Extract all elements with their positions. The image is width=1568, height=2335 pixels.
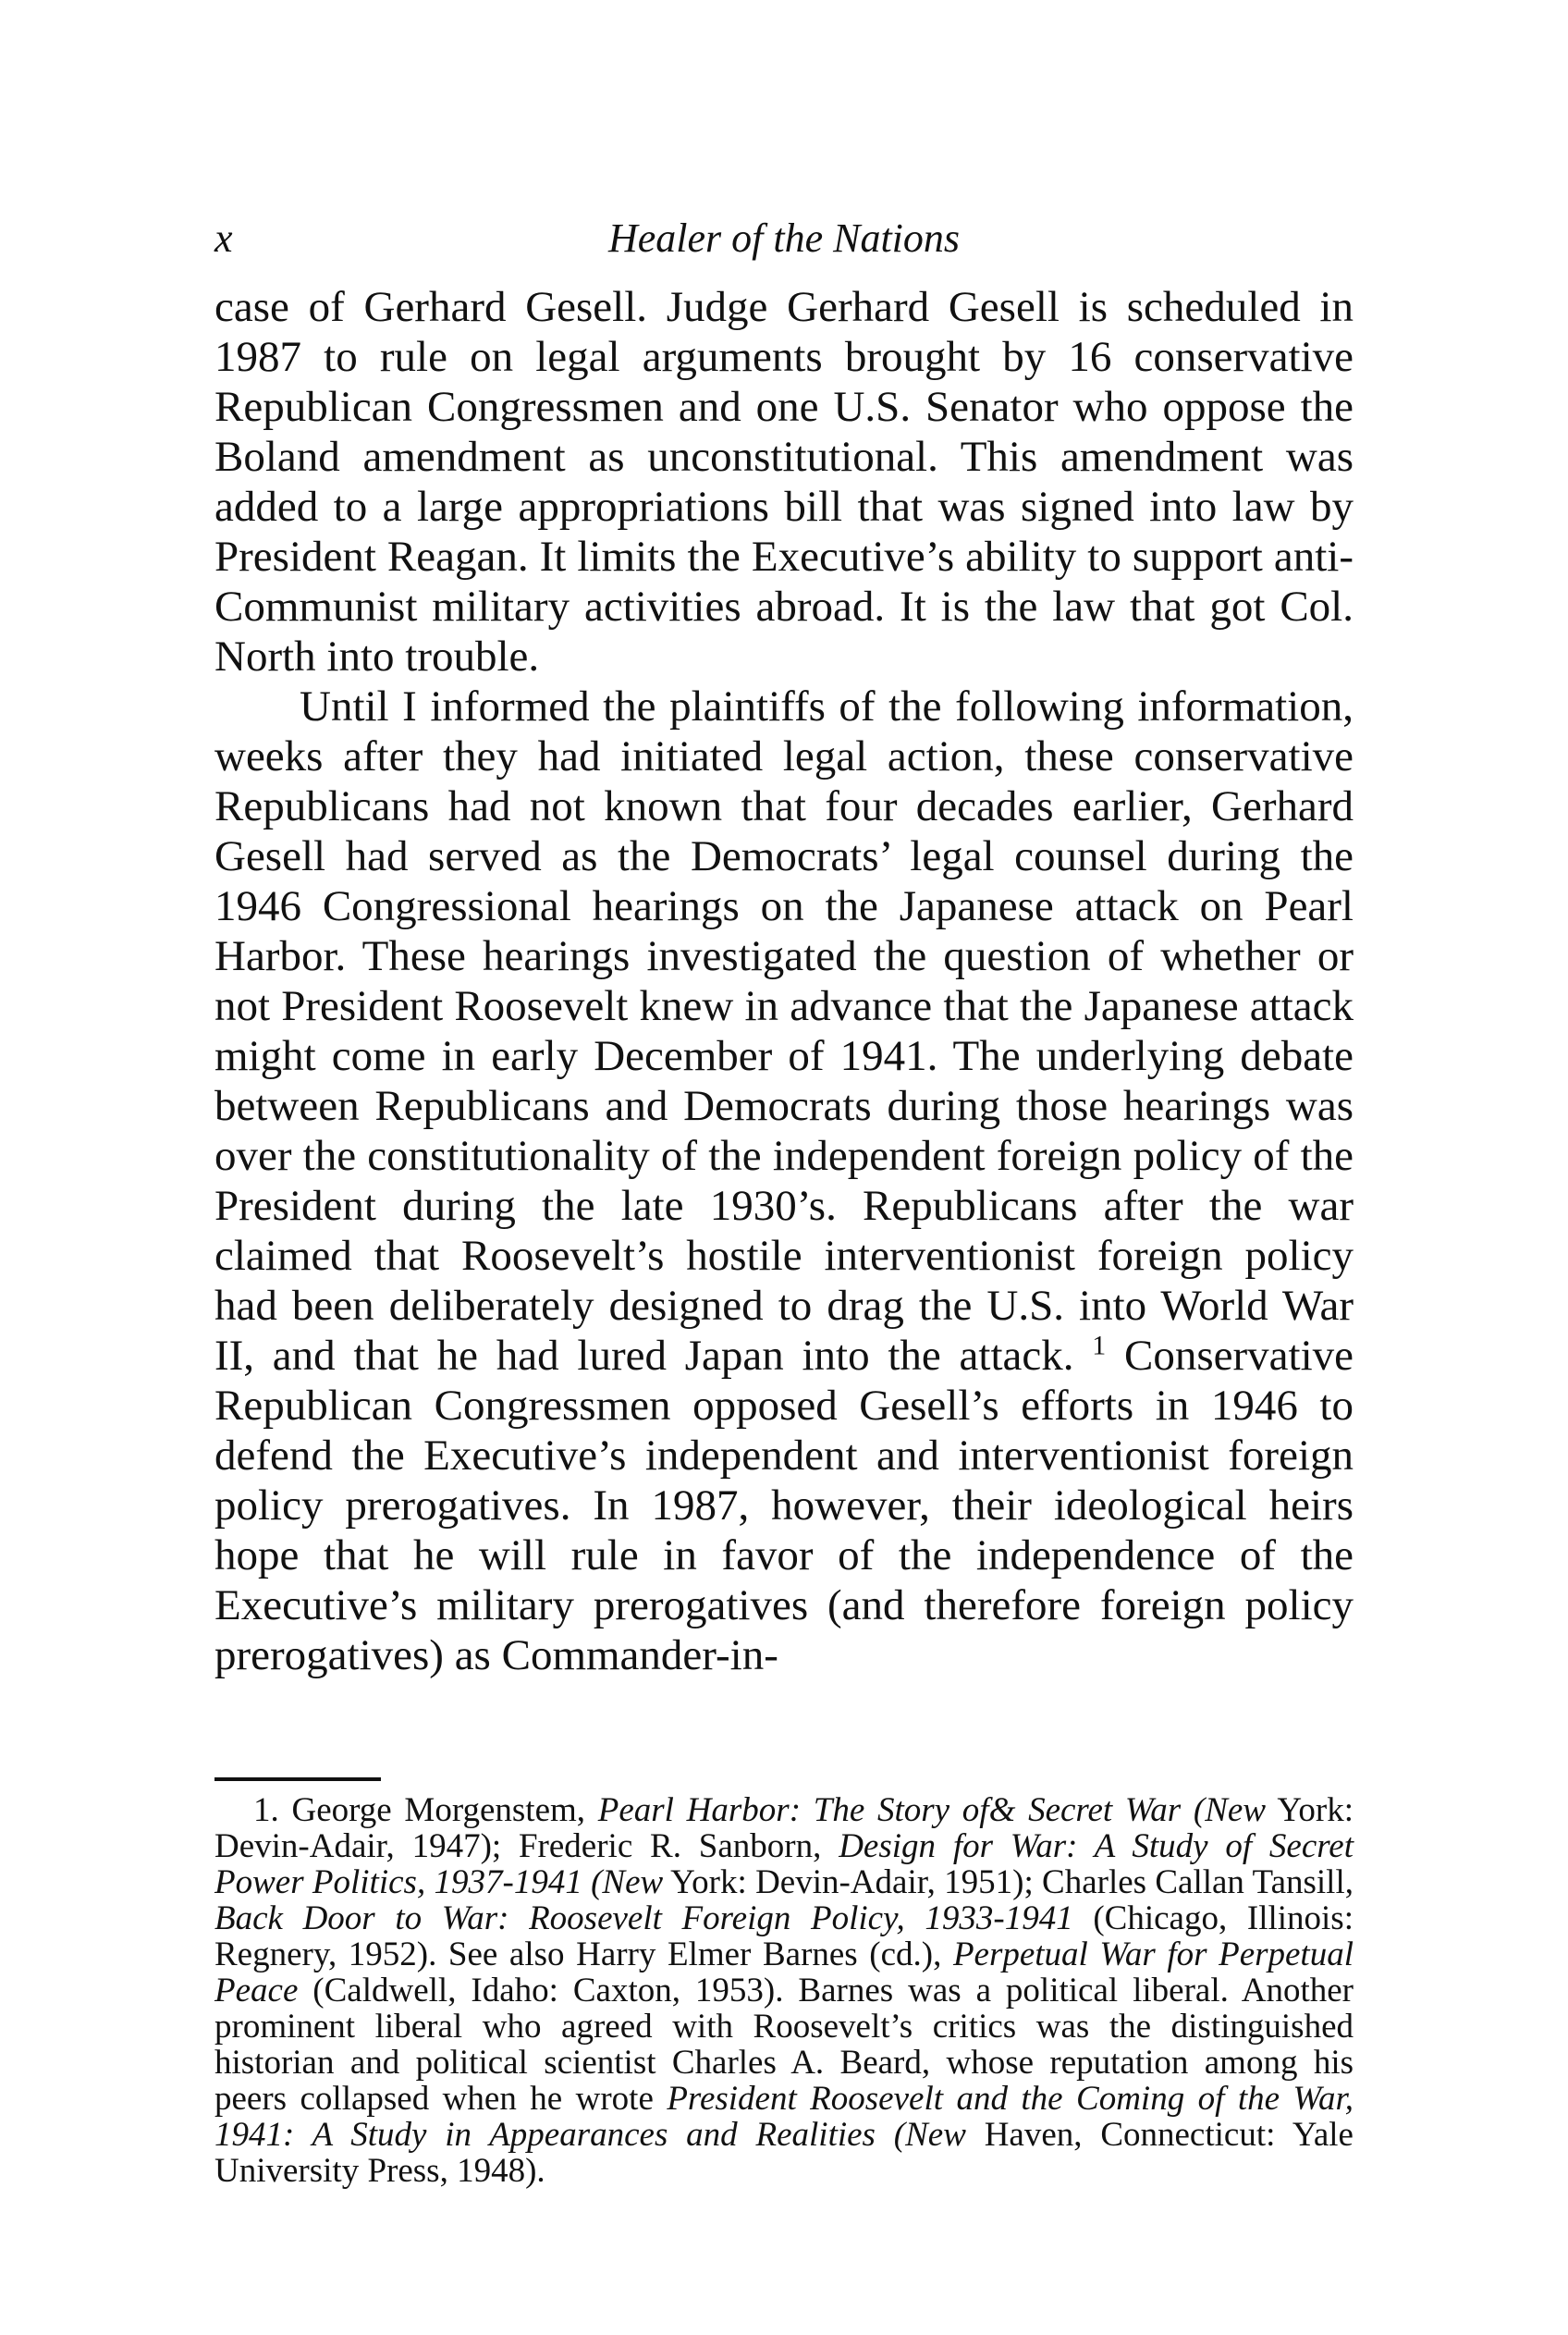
footnote-reference[interactable]: 1 — [1092, 1330, 1107, 1361]
page-number: x — [214, 215, 233, 261]
footnote-title: President Roosevelt and the Coming of the War, 1941: A Study in Appearances and Realities (New — [214, 2080, 1354, 2154]
running-title: Healer of the Nations — [607, 215, 961, 261]
footnote-title: Perpetual War for Perpetual Peace — [214, 1936, 1354, 2009]
footnote-segment: 1. George Morgenstem, — [253, 1791, 598, 1829]
footnote-segment: Haven, Connecticut: Yale University Press, 1948). — [214, 2116, 1354, 2190]
footnote-segment: (Chicago, Illinois: Regnery, 1952). See also Harry Elmer Barnes (cd.), — [214, 1899, 1354, 1973]
paragraph — [214, 682, 1354, 1680]
page-header — [214, 211, 1354, 266]
footnote-1 — [214, 1792, 1354, 2189]
footnote-title: Design for War: A Study of Secret Power Politics, 1937-1941 (New — [214, 1827, 1354, 1901]
paragraph-text: Until I informed the plaintiffs of the following information, weeks after they had initiated legal action, these conservative Republicans had not known that four decades earlier, Gerhard Gesell had served as the Democrats’ legal counsel during the 1946 Congressional hearings on the Japanese attack on Pearl Harbor. These hearings investigated the question of whether or not President Roosevelt knew in advance that the Japanese attack might come in early December of 1941. The underlying debate between Republicans and Democrats during those hearings was over the constitutionality of the independent foreign policy of the President during the late 1930’s. Republicans after the war claimed that Roosevelt’s hostile interventionist foreign policy had been deliberately designed to drag the U.S. into World War II, and that he had lured Japan into the attack. — [214, 682, 1354, 1380]
paragraph-text: Conservative Republican Congressmen opposed Gesell’s efforts in 1946 to defend the Executive’s independent and interventionist foreign policy prerogatives. In 1987, however, their ideological heirs hope that he will rule in favor of the independence of the Executive’s military prerogatives (and therefore foreign policy prerogatives) as Commander-in- — [214, 1332, 1354, 1679]
footnotes — [214, 1792, 1354, 2189]
footnote-segment: York: Devin-Adair, 1951); Charles Callan Tansill, — [663, 1863, 1354, 1901]
paragraph-continued: case of Gerhard Gesell. Judge Gerhard Gesell is scheduled in 1987 to rule on legal arguments brought by 16 conservative Republican Congressmen and one U.S. Senator who oppose the Boland amendment as unconstitutional. This amendment was added to a large appropriations bill that was signed into law by President Reagan. It limits the Executive’s ability to support anti-Communist military activities abroad. It is the law that got Col. North into trouble. — [214, 283, 1354, 681]
body-text — [214, 282, 1354, 1680]
footnote-segment: (Caldwell, Idaho: Caxton, 1953). Barnes was a political liberal. Another prominent liberal who agreed with Roosevelt’s critics was the distinguished historian and political scientist Charles A. Beard, whose reputation among his peers collapsed when he wrote — [214, 1972, 1354, 2118]
footnote-segment: York: Devin-Adair, 1947); Frederic R. Sanborn, — [214, 1791, 1354, 1865]
footnote-title: Pearl Harbor: The Story of& Secret War (New — [597, 1791, 1267, 1829]
footnote-divider — [214, 1777, 381, 1781]
footnote-title: Back Door to War: Roosevelt Foreign Policy, 1933-1941 — [214, 1899, 1073, 1937]
